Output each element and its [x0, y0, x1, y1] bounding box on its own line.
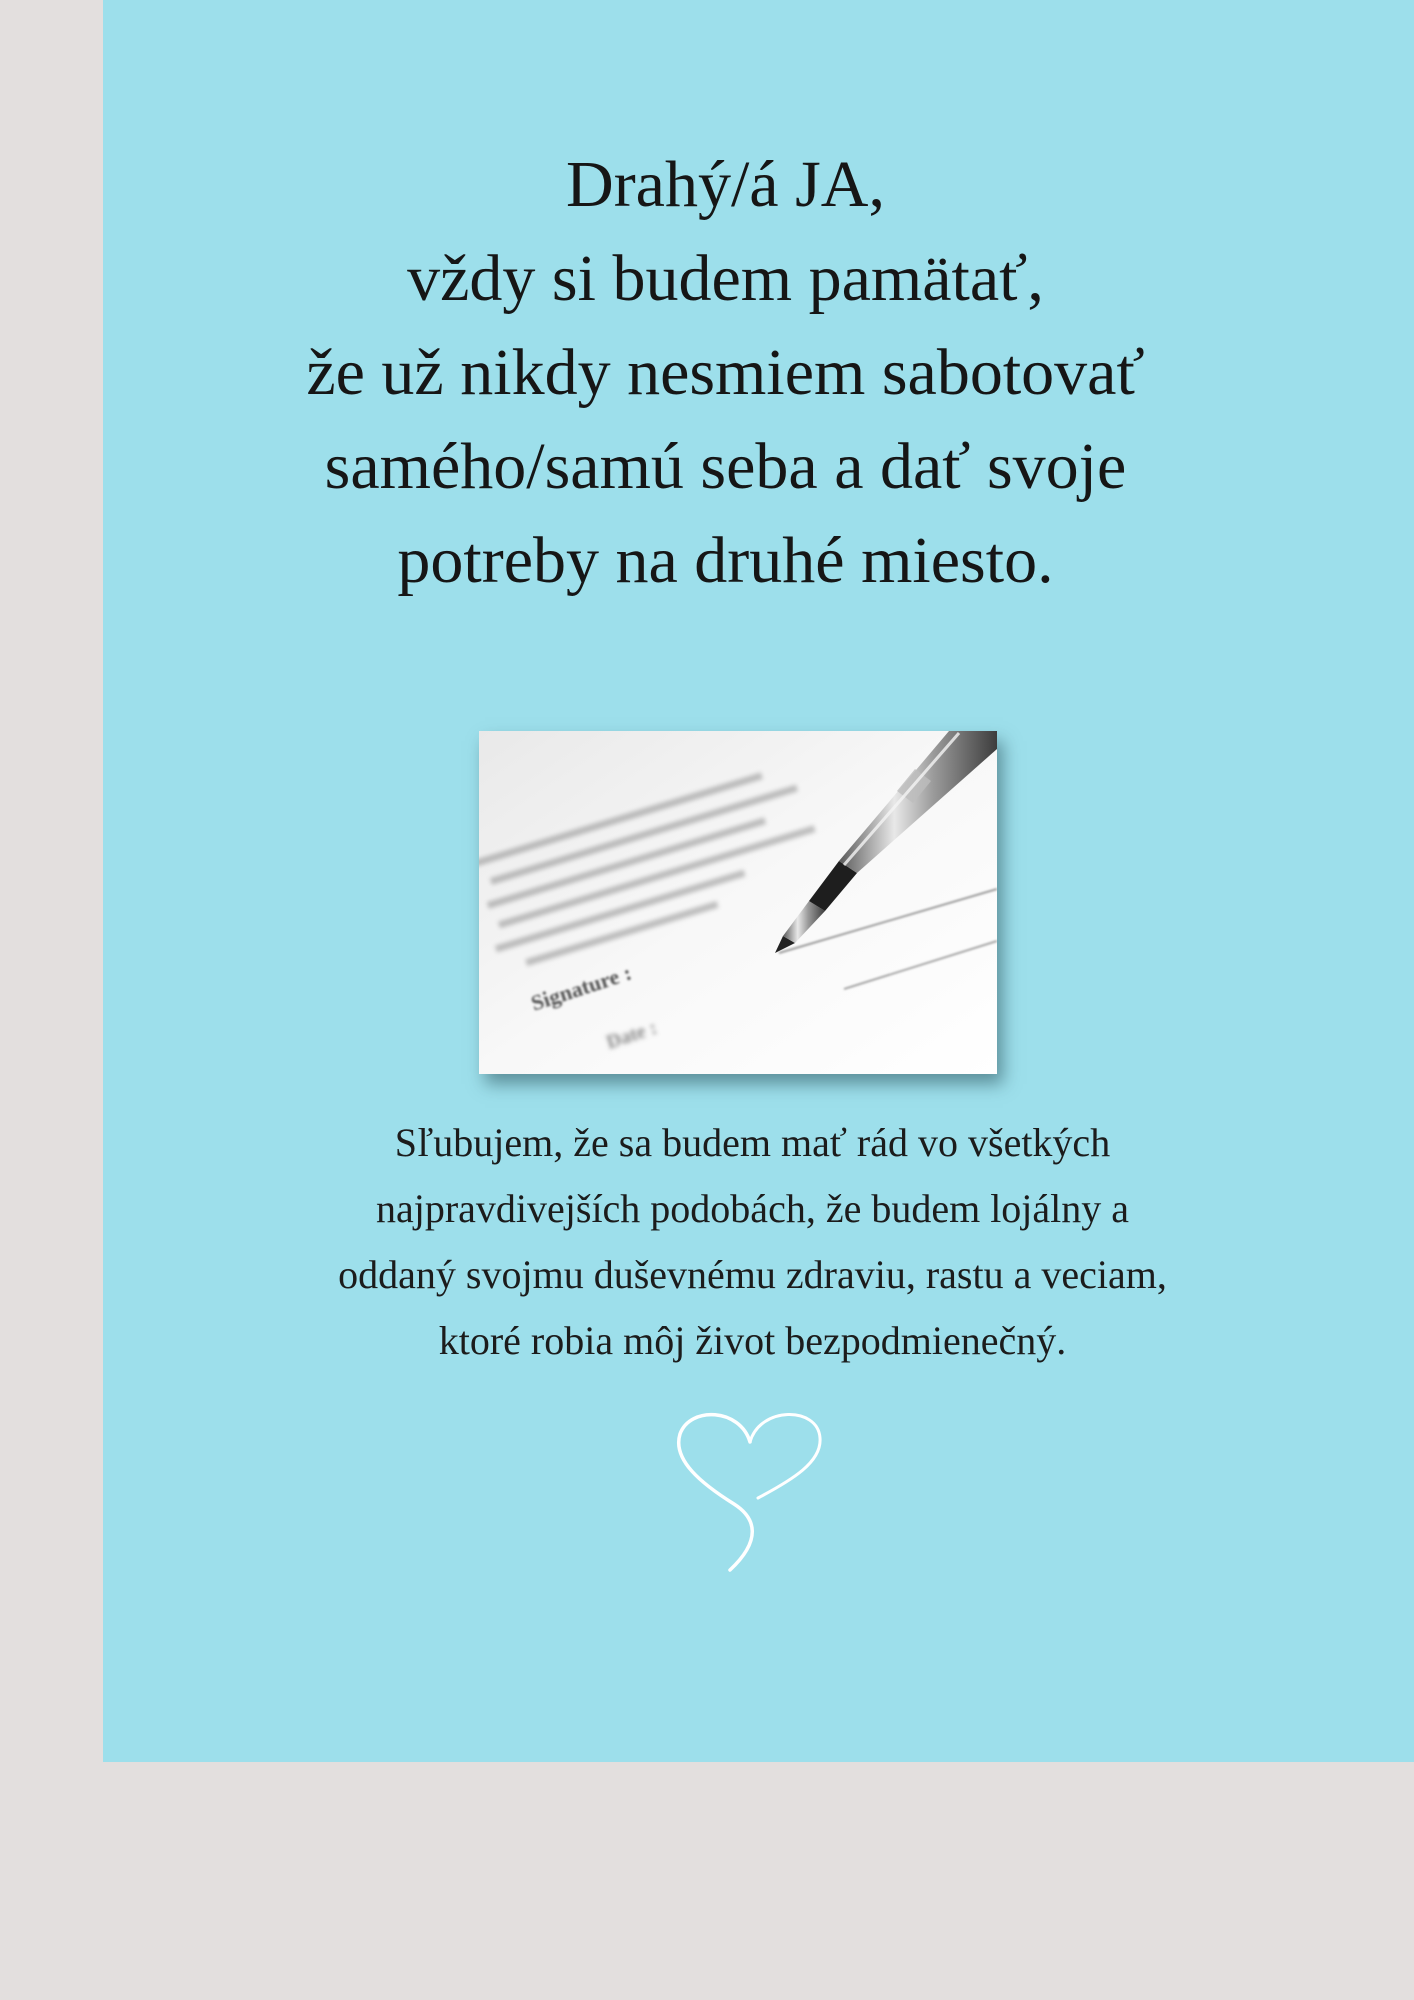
pledge-line: ktoré robia môj život bezpodmienečný. — [438, 1318, 1067, 1363]
page-title — [103, 138, 1348, 608]
title-line: že už nikdy nesmiem sabotovať — [306, 336, 1145, 409]
pledge-text — [263, 1110, 1242, 1374]
title-line: Drahý/á JA, — [566, 148, 885, 221]
date-label: Date : — [603, 1016, 660, 1054]
signature-photo — [479, 731, 997, 1074]
pledge-line: Sľubujem, že sa budem mať rád vo všetkých — [394, 1120, 1111, 1165]
pledge-line: najpravdivejších podobách, že budem lojálny a — [375, 1186, 1130, 1231]
heart-icon — [672, 1400, 832, 1575]
pledge-line: oddaný svojmu duševnému zdraviu, rastu a veciam, — [338, 1252, 1167, 1297]
title-line: vždy si budem pamätať, — [407, 242, 1044, 315]
signature-photo-illustration — [479, 731, 997, 1074]
title-line: potreby na druhé miesto. — [397, 524, 1054, 597]
signature-label: Signature : — [527, 959, 635, 1016]
title-line: samého/samú seba a dať svoje — [324, 430, 1127, 503]
